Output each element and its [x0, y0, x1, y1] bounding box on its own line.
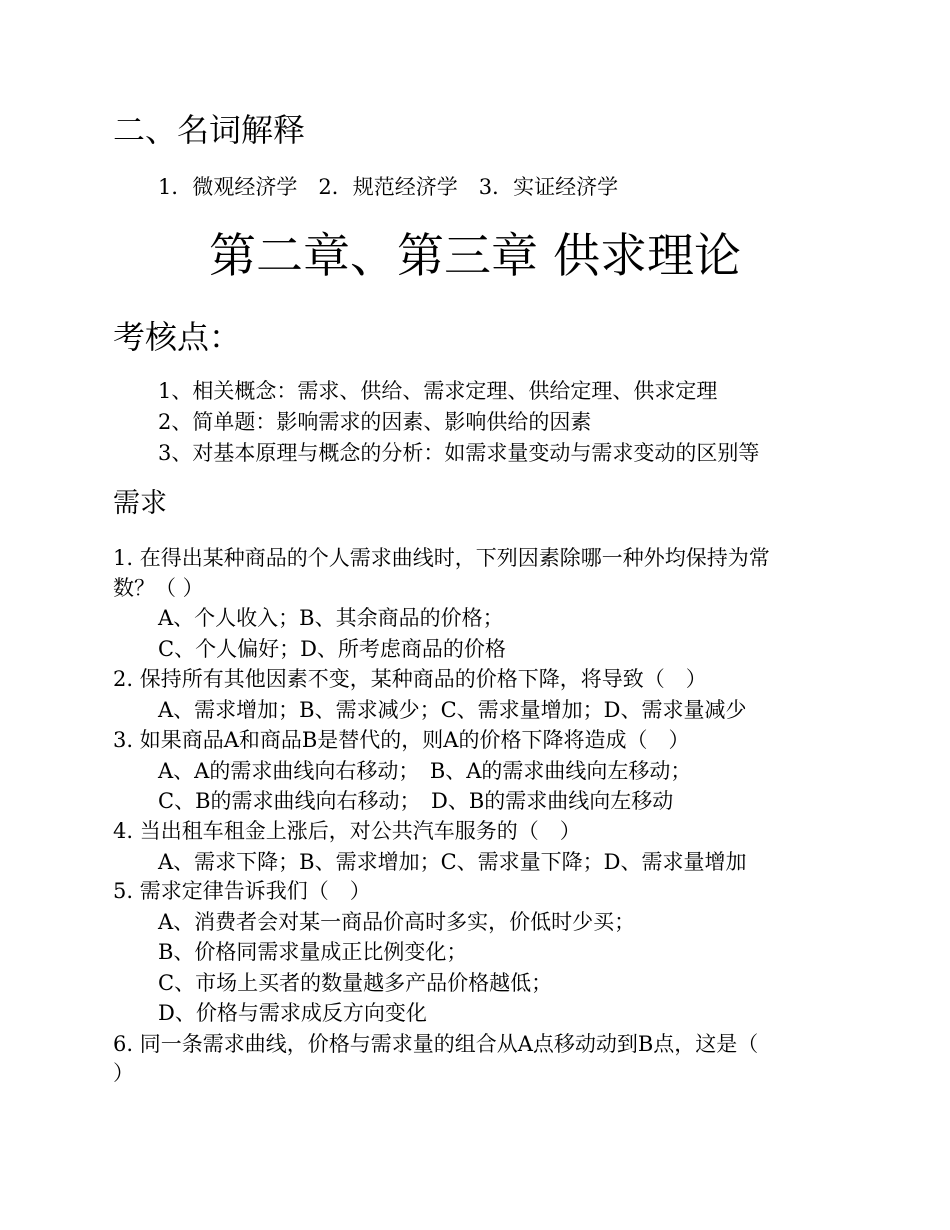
- key-points-title: 考核点：: [113, 318, 242, 356]
- question-5-options: C、市场上买者的数量越多产品价格越低；: [158, 971, 553, 995]
- key-point-item: 3、对基本原理与概念的分析：如需求量变动与需求变动的区别等: [158, 441, 760, 465]
- question-3-options: C、B的需求曲线向右移动； D、B的需求曲线向左移动: [158, 789, 674, 813]
- question-2-options: A、需求增加；B、需求减少；C、需求量增加；D、需求量减少: [158, 698, 747, 722]
- key-point-item: 2、简单题：影响需求的因素、影响供给的因素: [158, 410, 592, 434]
- term-list: 1．微观经济学 2．规范经济学 3．实证经济学: [158, 175, 619, 199]
- question-4-options: A、需求下降；B、需求增加；C、需求量下降；D、需求量增加: [158, 850, 747, 874]
- question-5-options: A、消费者会对某一商品价高时多实，价低时少买；: [158, 910, 636, 934]
- section-title-noun-explanation: 二、名词解释: [113, 111, 306, 149]
- question-6-stem-cont: ）: [113, 1061, 134, 1085]
- question-6-stem: 6. 同一条需求曲线，价格与需求量的组合从A点移动动到B点，这是（: [113, 1032, 759, 1056]
- question-3-stem: 3. 如果商品A和商品B是替代的，则A的价格下降将造成（ ）: [113, 728, 690, 752]
- question-1-stem: 1. 在得出某种商品的个人需求曲线时，下列因素除哪一种外均保持为常: [113, 546, 770, 570]
- question-4-stem: 4. 当出租车租金上涨后，对公共汽车服务的（ ）: [113, 819, 581, 843]
- question-1-options: A、个人收入；B、其余商品的价格；: [158, 606, 504, 630]
- chapter-title: 第二章、第三章 供求理论: [209, 229, 741, 284]
- key-point-item: 1、相关概念：需求、供给、需求定理、供给定理、供求定理: [158, 379, 718, 403]
- question-5-stem: 5. 需求定律告诉我们（ ）: [113, 879, 371, 903]
- question-1-stem-cont: 数？（ ）: [113, 576, 204, 600]
- demand-section-title: 需求: [113, 488, 167, 519]
- question-5-options: B、价格同需求量成正比例变化；: [158, 940, 468, 964]
- question-1-options: C、个人偏好；D、所考虑商品的价格: [158, 637, 506, 661]
- question-2-stem: 2. 保持所有其他因素不变，某种商品的价格下降，将导致（ ）: [113, 667, 707, 691]
- question-5-options: D、价格与需求成反方向变化: [158, 1001, 427, 1025]
- question-3-options: A、A的需求曲线向右移动； B、A的需求曲线向左移动；: [158, 759, 692, 783]
